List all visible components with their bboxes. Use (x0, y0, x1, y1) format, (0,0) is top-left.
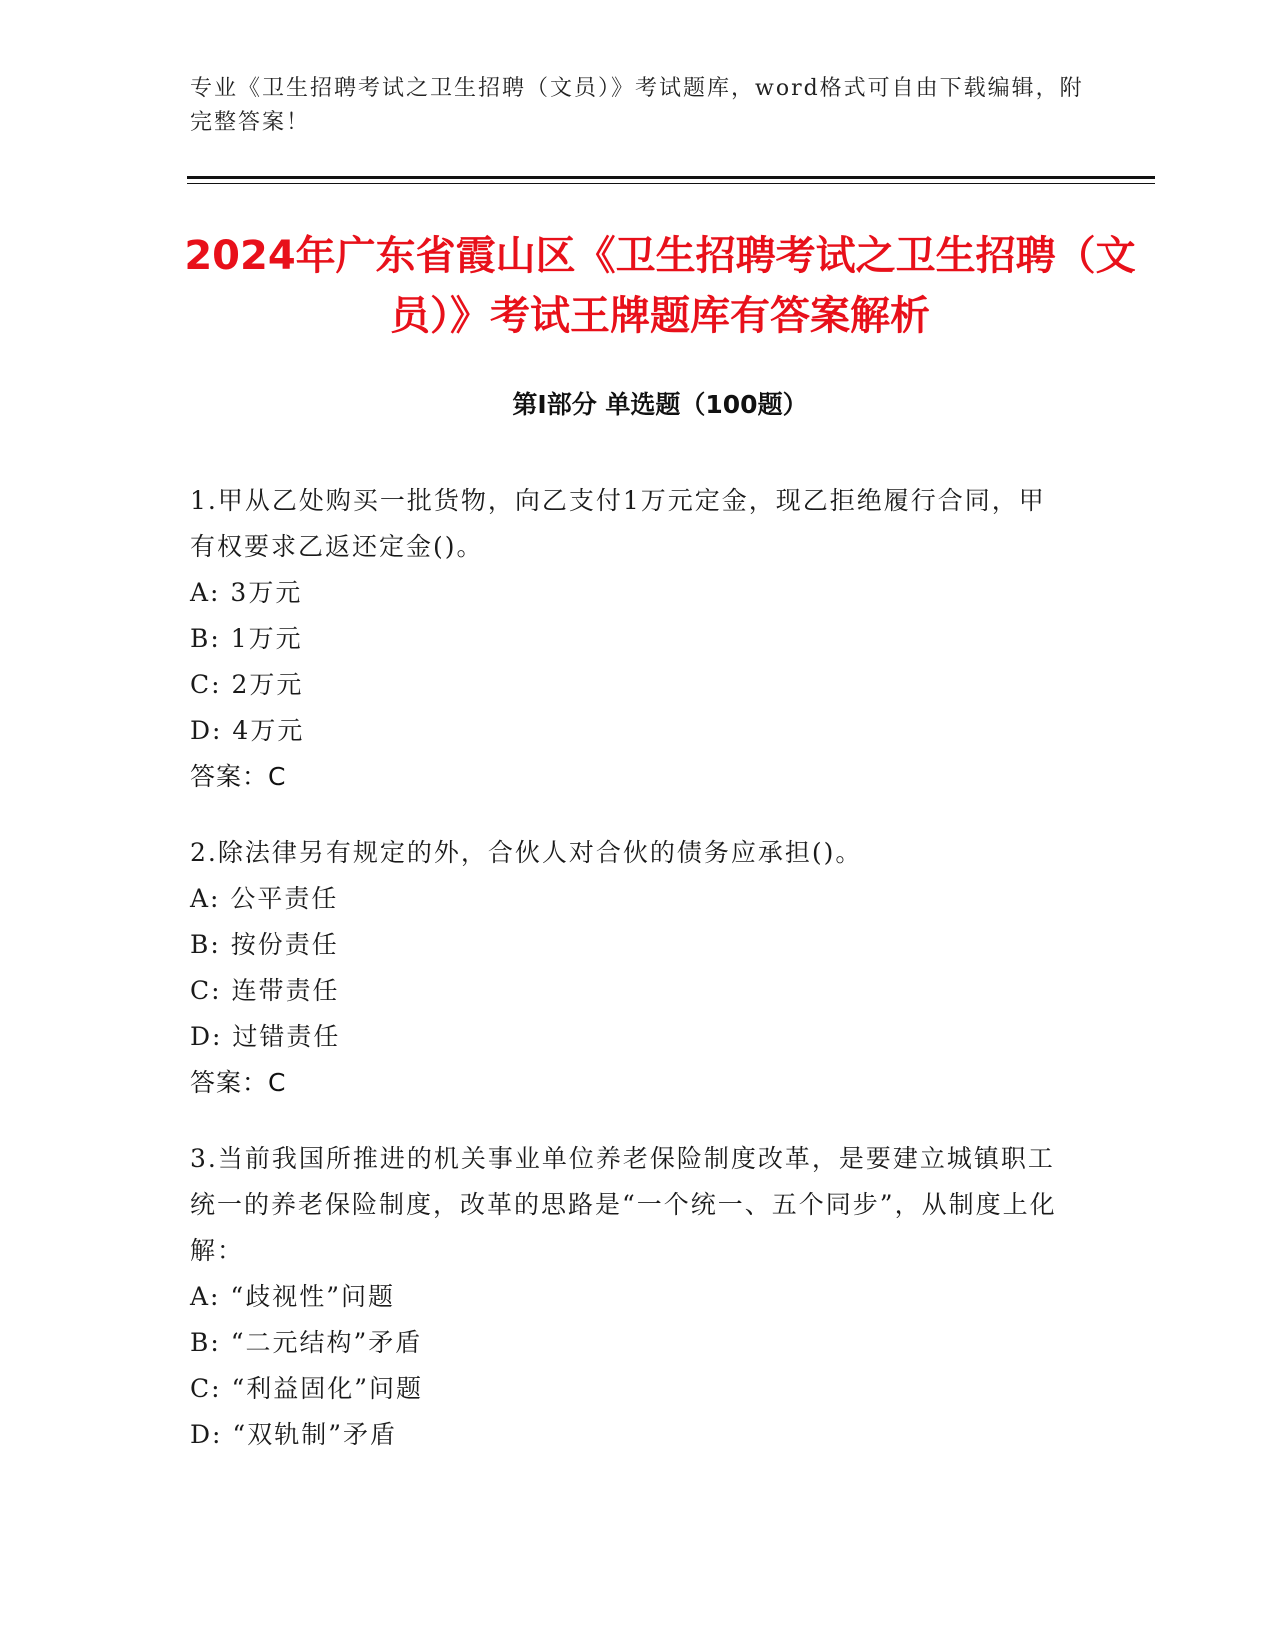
question-3 (190, 1136, 1070, 1458)
question-stem: 3.当前我国所推进的机关事业单位养老保险制度改革，是要建立城镇职工统一的养老保险制度，改革的思路是“一个统一、五个同步”，从制度上化解： (190, 1144, 1057, 1265)
header-note: 专业《卫生招聘考试之卫生招聘（文员）》考试题库，word格式可自由下载编辑，附完整答案！ (190, 76, 1084, 135)
answer: 答案：C (190, 762, 287, 791)
option-a: A: “歧视性”问题 (190, 1282, 395, 1311)
section-title: 第Ⅰ部分 单选题（100题） (512, 390, 808, 419)
option-d: D: “双轨制”矛盾 (190, 1420, 397, 1449)
option-d: D: 4万元 (190, 716, 305, 745)
option-a: A: 公平责任 (190, 884, 339, 913)
answer: 答案：C (190, 1068, 287, 1097)
option-c: C: “利益固化”问题 (190, 1374, 424, 1403)
question-stem: 1.甲从乙处购买一批货物，向乙支付1万元定金，现乙拒绝履行合同，甲有权要求乙返还定金()。 (190, 486, 1046, 561)
question-2 (190, 830, 1070, 1106)
option-b: B: 按份责任 (190, 930, 339, 959)
option-c: C: 2万元 (190, 670, 304, 699)
question-stem: 2.除法律另有规定的外，合伙人对合伙的债务应承担()。 (190, 838, 863, 867)
document-title: 2024年广东省霞山区《卫生招聘考试之卫生招聘（文员）》考试王牌题库有答案解析 (184, 233, 1136, 339)
option-b: B: 1万元 (190, 624, 303, 653)
question-list (190, 478, 1070, 1488)
header-divider (187, 176, 1155, 179)
header-divider-thin (187, 183, 1155, 184)
option-a: A: 3万元 (190, 578, 303, 607)
option-c: C: 连带责任 (190, 976, 340, 1005)
option-b: B: “二元结构”矛盾 (190, 1328, 423, 1357)
option-d: D: 过错责任 (190, 1022, 341, 1051)
question-1 (190, 478, 1070, 800)
